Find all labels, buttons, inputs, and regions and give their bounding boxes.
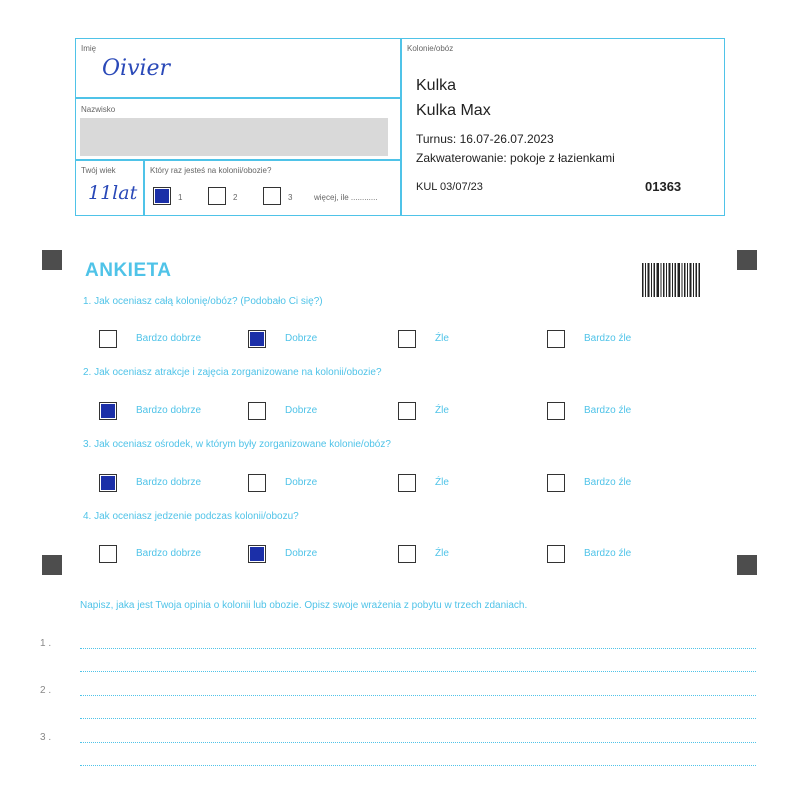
q1-checkbox-1[interactable] bbox=[99, 330, 117, 348]
question-1: 1. Jak oceniasz całą kolonię/obóz? (Podobało Ci się?) bbox=[83, 296, 323, 307]
camp-name-2: Kulka Max bbox=[416, 102, 491, 119]
form-number: 01363 bbox=[645, 179, 682, 194]
times-checkbox-2[interactable] bbox=[208, 187, 226, 205]
q4-checkbox-3[interactable] bbox=[398, 545, 416, 563]
q1-checkbox-2[interactable] bbox=[248, 330, 266, 348]
camp-code: KUL 03/07/23 bbox=[416, 181, 483, 193]
surname-redacted bbox=[80, 118, 388, 156]
q3-checkbox-1[interactable] bbox=[99, 474, 117, 492]
q2-checkbox-3[interactable] bbox=[398, 402, 416, 420]
times-option-more: więcej, ile ............ bbox=[314, 193, 378, 202]
q2-option-label-3: Źle bbox=[435, 405, 449, 416]
q2-checkbox-2[interactable] bbox=[248, 402, 266, 420]
q2-option-label-4: Bardzo źle bbox=[584, 405, 632, 416]
times-checkbox-3[interactable] bbox=[263, 187, 281, 205]
question-2: 2. Jak oceniasz atrakcje i zajęcia zorganizowane na kolonii/obozie? bbox=[83, 367, 382, 378]
name-label: Imię bbox=[81, 44, 97, 53]
header-divider-vertical bbox=[400, 38, 402, 216]
q3-option-label-1: Bardzo dobrze bbox=[136, 477, 202, 488]
answer-line-1b[interactable] bbox=[80, 671, 756, 672]
q3-option-label-4: Bardzo źle bbox=[584, 477, 632, 488]
q2-checkbox-4[interactable] bbox=[547, 402, 565, 420]
q4-checkbox-2[interactable] bbox=[248, 545, 266, 563]
line-number-1: 1 . bbox=[40, 638, 52, 649]
times-option-3: 3 bbox=[288, 193, 293, 202]
q3-checkbox-2[interactable] bbox=[248, 474, 266, 492]
q4-checkbox-4[interactable] bbox=[547, 545, 565, 563]
age-label: Twój wiek bbox=[81, 166, 116, 175]
line-number-3: 3 . bbox=[40, 732, 52, 743]
answer-line-2b[interactable] bbox=[80, 718, 756, 719]
age-value[interactable]: 11lat bbox=[88, 182, 138, 204]
name-value[interactable]: Oivier bbox=[102, 56, 171, 81]
times-checkbox-1[interactable] bbox=[153, 187, 171, 205]
q1-option-label-4: Bardzo źle bbox=[584, 333, 632, 344]
line-number-2: 2 . bbox=[40, 685, 52, 696]
accommodation: Zakwaterowanie: pokoje z łazienkami bbox=[416, 151, 615, 165]
q1-checkbox-3[interactable] bbox=[398, 330, 416, 348]
q1-option-label-1: Bardzo dobrze bbox=[136, 333, 202, 344]
times-label: Który raz jesteś na kolonii/obozie? bbox=[150, 166, 272, 175]
answer-line-3a[interactable] bbox=[80, 742, 756, 743]
q3-checkbox-3[interactable] bbox=[398, 474, 416, 492]
q4-option-label-2: Dobrze bbox=[285, 548, 318, 559]
barcode bbox=[642, 263, 700, 297]
q1-option-label-3: Źle bbox=[435, 333, 449, 344]
q1-option-label-2: Dobrze bbox=[285, 333, 318, 344]
q3-option-label-3: Źle bbox=[435, 477, 449, 488]
answer-line-3b[interactable] bbox=[80, 765, 756, 766]
header-divider-3 bbox=[143, 159, 145, 216]
question-3: 3. Jak oceniasz ośrodek, w którym były zorganizowane kolonie/obóz? bbox=[83, 439, 391, 450]
q1-checkbox-4[interactable] bbox=[547, 330, 565, 348]
opinion-prompt: Napisz, jaka jest Twoja opinia o kolonii lub obozie. Opisz swoje wrażenia z pobytu w trzech zdaniach. bbox=[80, 600, 528, 611]
q4-option-label-4: Bardzo źle bbox=[584, 548, 632, 559]
q4-option-label-3: Źle bbox=[435, 548, 449, 559]
q2-checkbox-1[interactable] bbox=[99, 402, 117, 420]
q3-checkbox-4[interactable] bbox=[547, 474, 565, 492]
registration-marker-tl bbox=[42, 250, 62, 270]
q2-option-label-1: Bardzo dobrze bbox=[136, 405, 202, 416]
question-4: 4. Jak oceniasz jedzenie podczas kolonii/obozu? bbox=[83, 511, 299, 522]
times-option-2: 2 bbox=[233, 193, 238, 202]
header-divider-1 bbox=[75, 97, 400, 99]
answer-line-1a[interactable] bbox=[80, 648, 756, 649]
q4-option-label-1: Bardzo dobrze bbox=[136, 548, 202, 559]
camp-label: Kolonie/obóz bbox=[407, 44, 454, 53]
registration-marker-br bbox=[737, 555, 757, 575]
registration-marker-tr bbox=[737, 250, 757, 270]
header-divider-2 bbox=[75, 159, 400, 161]
q4-checkbox-1[interactable] bbox=[99, 545, 117, 563]
registration-marker-bl bbox=[42, 555, 62, 575]
camp-name: Kulka bbox=[416, 77, 457, 94]
q3-option-label-2: Dobrze bbox=[285, 477, 318, 488]
survey-title: ANKIETA bbox=[85, 260, 172, 281]
surname-label: Nazwisko bbox=[81, 105, 116, 114]
times-option-1: 1 bbox=[178, 193, 183, 202]
turnus: Turnus: 16.07-26.07.2023 bbox=[416, 132, 554, 146]
answer-line-2a[interactable] bbox=[80, 695, 756, 696]
q2-option-label-2: Dobrze bbox=[285, 405, 318, 416]
